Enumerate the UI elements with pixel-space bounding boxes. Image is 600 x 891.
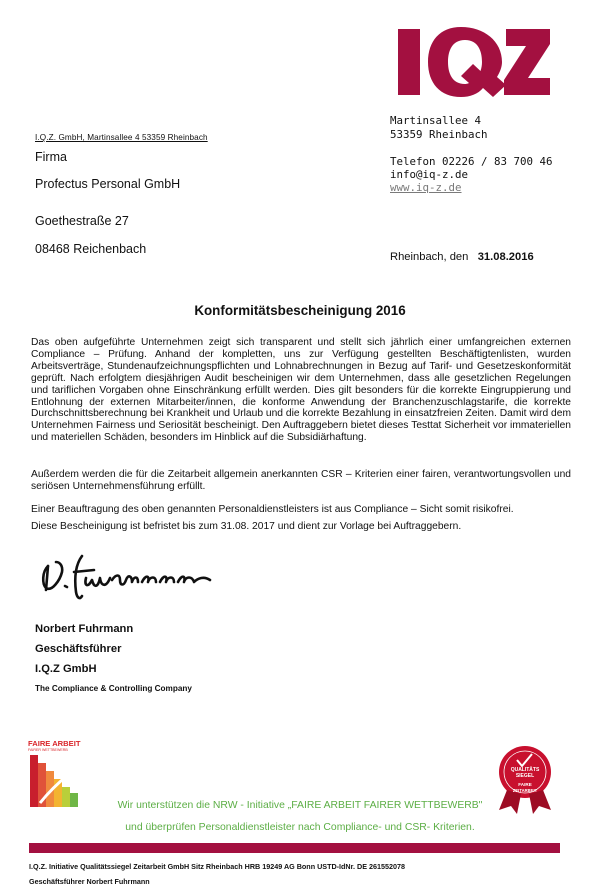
initiative-line-2: und überprüfen Personaldienstleister nach Compliance- und CSR- Kriterien. xyxy=(125,822,475,833)
handwritten-signature xyxy=(38,550,218,602)
date-value: 31.08.2016 xyxy=(477,251,534,263)
iqz-logo xyxy=(398,27,550,97)
document-title: Konformitätsbescheinigung 2016 xyxy=(194,303,406,318)
recipient-street: Goethestraße 27 xyxy=(35,214,129,228)
seal-line-3: FAIRE xyxy=(518,782,532,787)
company-tagline: The Compliance & Controlling Company xyxy=(35,684,192,693)
faire-arbeit-subtitle: FAIRER WETTBEWERB xyxy=(28,748,68,752)
body-paragraph-1: Das oben aufgeführte Unternehmen zeigt sich transparent und stellt sich jährlich einer umfangreichen externen Compliance – Prüfung. Anhand der kompletten, uns zur Verfügung gestellten Beschäftigtenlisten, wurden Arbeitsverträge, Stundenaufzeichnungspflichten und Lohnabrechnungen in Bezug auf Tarif- und Gesetzeskonformität geprüft. Nach erfolgtem diesjährigen Audit bescheinigen wir dem Unternehmen, dass alle gesetzlichen Regelungen und tariflichen Vorgaben ohne Einschränkung erfüllt werden. Dies gilt besonders für die korrekte Eingruppierung und Entlohnung der externen Mitarbeiter/innen, die konforme Anwendung der Branchenzuschlagstarife, die korrekte Durchschnittsberechnung bei Krankheit und Urlaub und die korrekte Bezahlung in einsatzfreien Zeiten. Damit wird dem Unternehmen Fairness und Seriosität bescheinigt. Den Auftraggebern bietet dieses Testtat Sicherheit vor immateriellen und materiellen Schäden, besonders im Hinblick auf die Subsidiärhaftung. xyxy=(31,337,571,444)
date-place: Rheinbach, den xyxy=(390,251,469,263)
date-line xyxy=(390,251,534,263)
recipient-company: Profectus Personal GmbH xyxy=(35,177,181,191)
seal-line-4: ZEITARBEIT xyxy=(512,788,538,793)
footer-legal-line: I.Q.Z. Initiative Qualitätssiegel Zeitarbeit GmbH Sitz Rheinbach HRB 19249 AG Bonn USTD-IdNr. DE 261552078 xyxy=(29,862,405,871)
contact-email[interactable]: info@iq-z.de xyxy=(390,168,469,181)
body-paragraph-2: Außerdem werden die für die Zeitarbeit allgemein anerkannten CSR – Kriterien einer fairen, verantwortungsvollen und seriösen Unternehmensführung erfüllt. xyxy=(31,469,571,492)
signatory-role: Geschäftsführer xyxy=(35,643,122,655)
recipient-city: 08468 Reichenbach xyxy=(35,242,147,256)
recipient-salutation: Firma xyxy=(35,150,67,164)
contact-city: 53359 Rheinbach xyxy=(390,128,488,141)
sender-address-line: I.Q.Z. GmbH, Martinsallee 4 53359 Rheinbach xyxy=(35,133,208,142)
contact-street: Martinsallee 4 xyxy=(390,114,482,127)
signatory-name: Norbert Fuhrmann xyxy=(35,623,134,635)
contact-phone: Telefon 02226 / 83 700 46 xyxy=(390,155,553,168)
body-paragraph-4: Diese Bescheinigung ist befristet bis zum 31.08. 2017 und dient zur Vorlage bei Auftraggebern. xyxy=(31,521,462,532)
faire-arbeit-title: FAIRE ARBEIT xyxy=(28,739,81,748)
footer-color-bar xyxy=(29,843,560,853)
signatory-company: I.Q.Z GmbH xyxy=(35,663,97,675)
footer-managing-director: Geschäftsführer Norbert Fuhrmann xyxy=(29,877,150,886)
contact-website-link[interactable]: www.iq-z.de xyxy=(390,181,462,194)
seal-line-2: SIEGEL xyxy=(515,773,535,779)
seal-line-1: QUALITÄTS xyxy=(510,767,540,773)
body-paragraph-3: Einer Beauftragung des oben genannten Personaldienstleisters ist aus Compliance – Sicht somit risikofrei. xyxy=(31,504,514,515)
initiative-line-1: Wir unterstützen die NRW - Initiative „FAIRE ARBEIT FAIRER WETTBEWERB" xyxy=(117,800,483,811)
